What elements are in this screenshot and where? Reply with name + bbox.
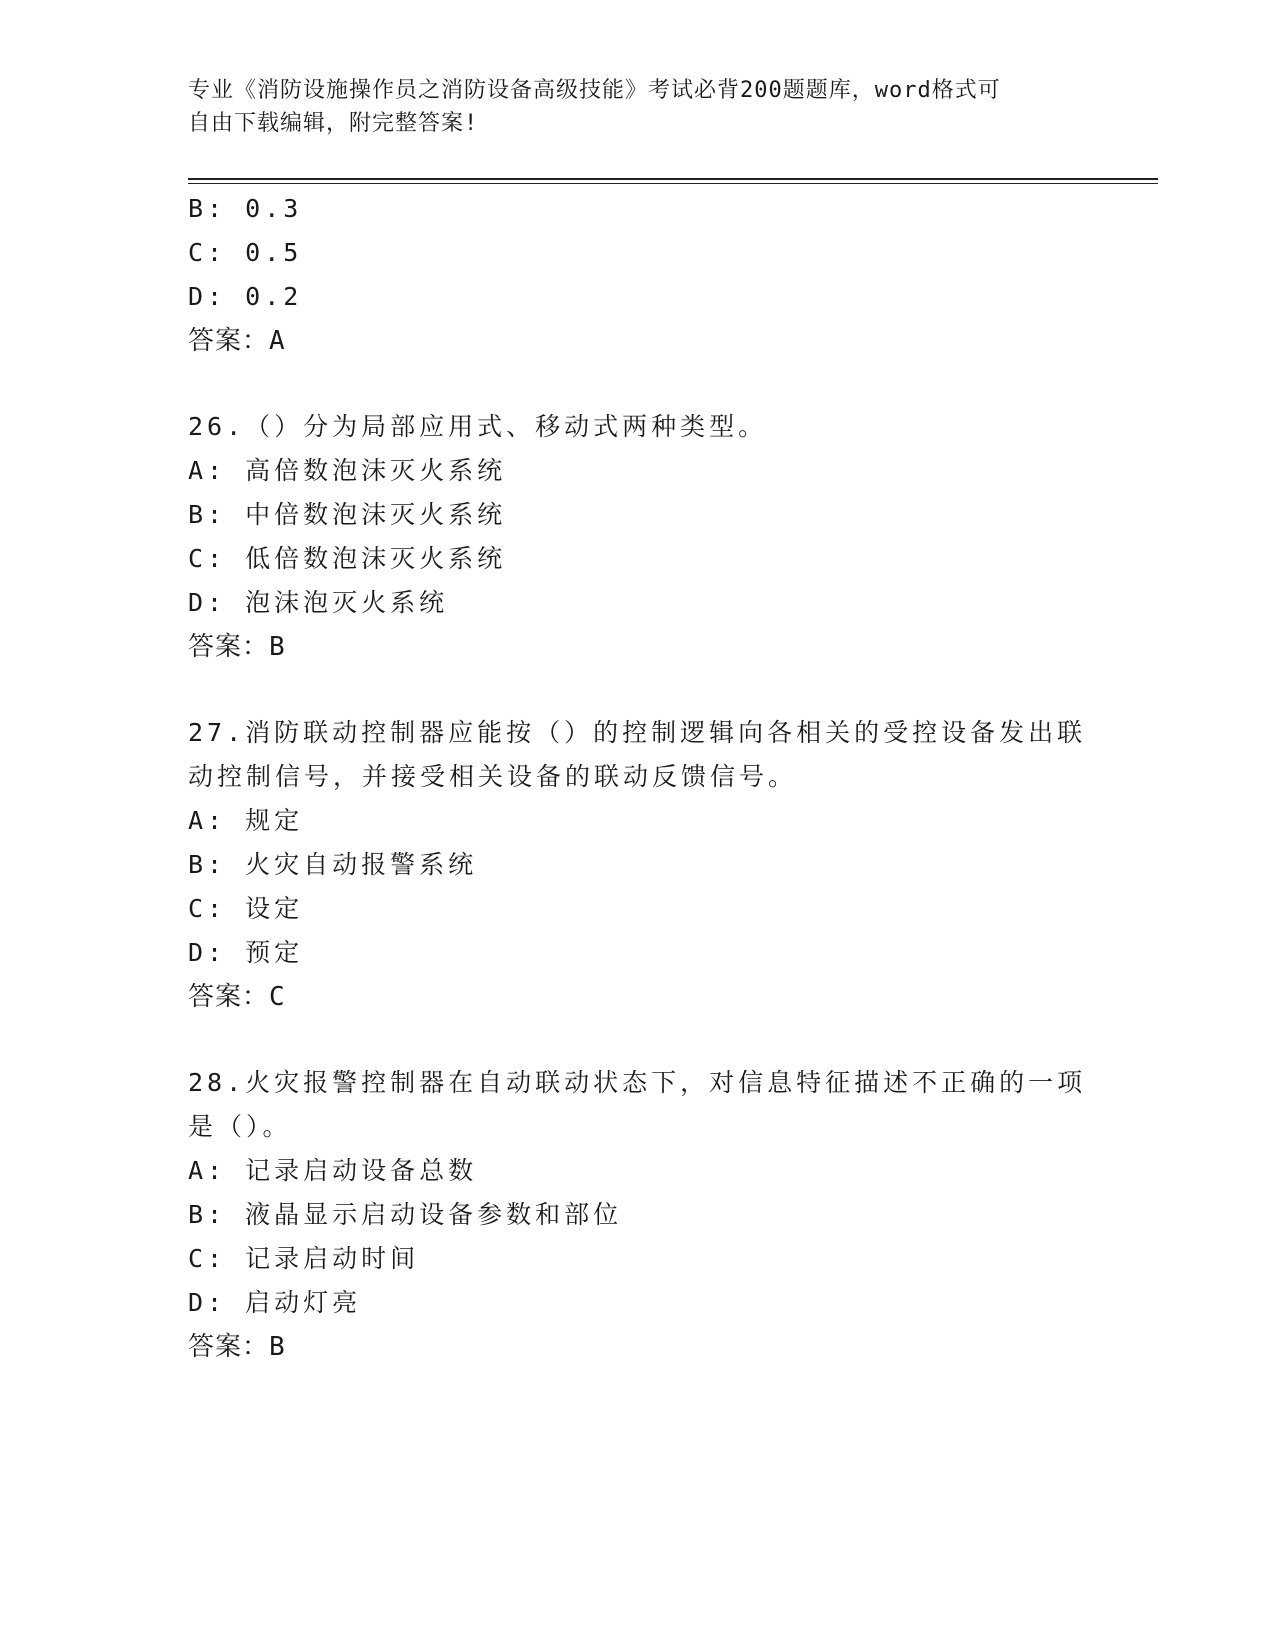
- question-26-option-a: A: 高倍数泡沫灭火系统: [188, 456, 507, 485]
- answer-value: C: [269, 982, 286, 1012]
- question-26-answer: [188, 630, 286, 664]
- question-26-stem: 26.（）分为局部应用式、移动式两种类型。: [188, 412, 768, 441]
- question-28-option-b: B: 液晶显示启动设备参数和部位: [188, 1200, 623, 1229]
- question-28-option-d: D: 启动灯亮: [188, 1288, 362, 1317]
- answer-label: 答案：: [188, 982, 270, 1012]
- option-c: C: 0.5: [188, 238, 303, 267]
- question-26-option-b: B: 中倍数泡沫灭火系统: [188, 500, 507, 529]
- header-line-1: 专业《消防设施操作员之消防设备高级技能》考试必背200题题库，word格式可: [188, 78, 1001, 103]
- answer-label: 答案：: [188, 632, 270, 662]
- option-b: B: 0.3: [188, 194, 303, 223]
- question-27-option-c: C: 设定: [188, 894, 304, 923]
- question-27-stem-line-1: 27.消防联动控制器应能按（）的控制逻辑向各相关的受控设备发出联: [188, 718, 1087, 747]
- question-26-option-c: C: 低倍数泡沫灭火系统: [188, 544, 507, 573]
- option-d: D: 0.2: [188, 282, 303, 311]
- question-28-option-a: A: 记录启动设备总数: [188, 1156, 478, 1185]
- document-header: [188, 74, 1088, 140]
- header-rule-thin: [188, 183, 1158, 184]
- answer-label: 答案：: [188, 326, 270, 356]
- question-28-stem-line-1: 28.火灾报警控制器在自动联动状态下，对信息特征描述不正确的一项: [188, 1068, 1087, 1097]
- question-27-option-a: A: 规定: [188, 806, 304, 835]
- question-27-answer: [188, 980, 286, 1014]
- answer-line: [188, 324, 286, 358]
- answer-value: B: [269, 632, 286, 662]
- header-rule-thick: [188, 178, 1158, 180]
- question-27-option-b: B: 火灾自动报警系统: [188, 850, 478, 879]
- header-line-2: 自由下载编辑，附完整答案!: [188, 111, 479, 136]
- question-28-option-c: C: 记录启动时间: [188, 1244, 420, 1273]
- question-27-stem-line-2: 动控制信号，并接受相关设备的联动反馈信号。: [188, 762, 798, 791]
- question-26-option-d: D: 泡沫泡灭火系统: [188, 588, 449, 617]
- question-27-option-d: D: 预定: [188, 938, 304, 967]
- answer-label: 答案：: [188, 1332, 270, 1362]
- answer-value: A: [269, 326, 286, 356]
- answer-value: B: [269, 1332, 286, 1362]
- question-28-answer: [188, 1330, 286, 1364]
- question-28-stem-line-2: 是（）。: [188, 1112, 292, 1141]
